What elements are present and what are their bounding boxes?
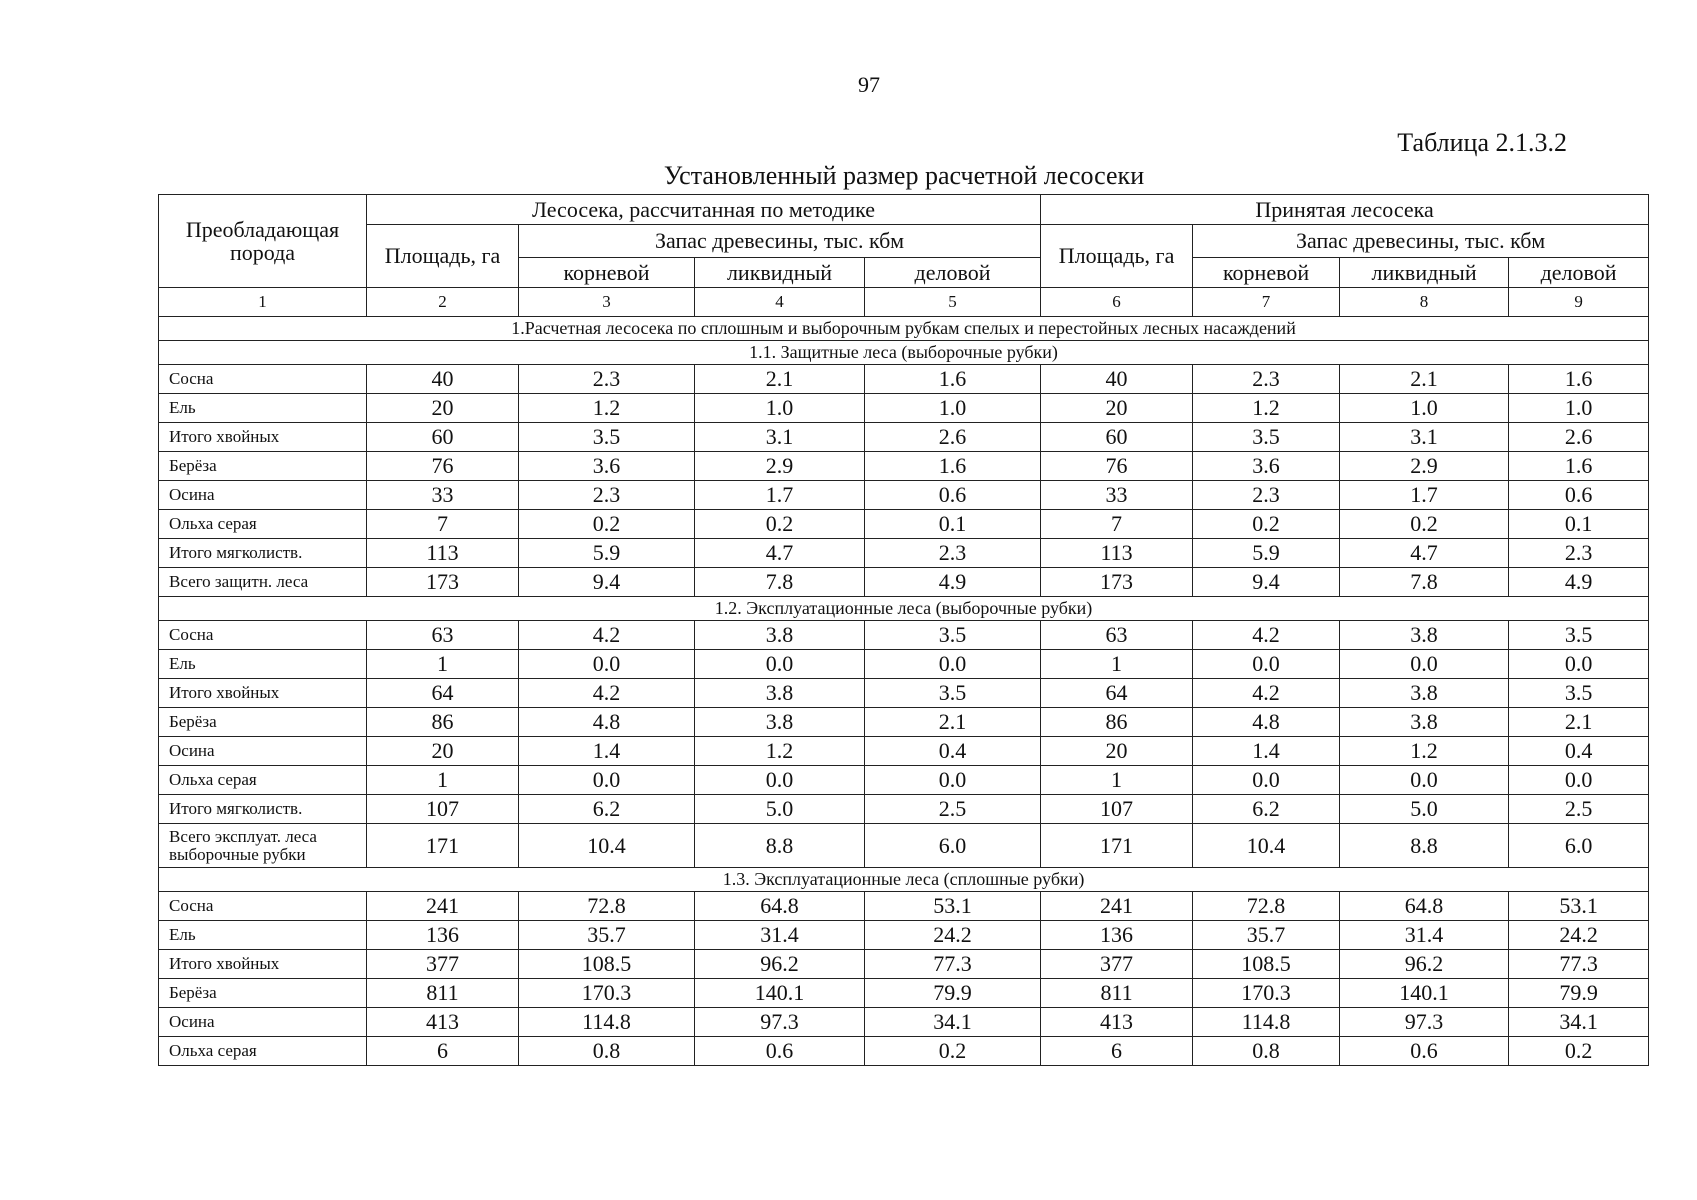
value-cell: 2.5 xyxy=(865,795,1041,824)
table-row xyxy=(159,795,1649,824)
value-cell: 3.5 xyxy=(1509,679,1649,708)
value-cell: 113 xyxy=(1041,539,1193,568)
column-number: 1 xyxy=(159,288,367,317)
value-cell: 40 xyxy=(1041,365,1193,394)
column-number: 2 xyxy=(367,288,519,317)
value-cell: 2.3 xyxy=(1509,539,1649,568)
table-row xyxy=(159,679,1649,708)
value-cell: 0.2 xyxy=(519,510,695,539)
value-cell: 64 xyxy=(1041,679,1193,708)
value-cell: 241 xyxy=(1041,892,1193,921)
value-cell: 0.6 xyxy=(865,481,1041,510)
value-cell: 413 xyxy=(1041,1008,1193,1037)
value-cell: 34.1 xyxy=(1509,1008,1649,1037)
column-number: 5 xyxy=(865,288,1041,317)
value-cell: 0.2 xyxy=(1193,510,1340,539)
species-name: Ель xyxy=(159,921,367,950)
value-cell: 1 xyxy=(367,766,519,795)
column-number: 6 xyxy=(1041,288,1193,317)
value-cell: 3.8 xyxy=(1340,708,1509,737)
value-cell: 1.7 xyxy=(695,481,865,510)
species-name: Осина xyxy=(159,1008,367,1037)
value-cell: 3.5 xyxy=(1193,423,1340,452)
header-group-accepted: Принятая лесосека xyxy=(1041,195,1649,225)
value-cell: 4.2 xyxy=(1193,679,1340,708)
value-cell: 2.5 xyxy=(1509,795,1649,824)
value-cell: 136 xyxy=(367,921,519,950)
species-name: Ольха серая xyxy=(159,1037,367,1066)
value-cell: 34.1 xyxy=(865,1008,1041,1037)
species-name: Сосна xyxy=(159,365,367,394)
value-cell: 24.2 xyxy=(865,921,1041,950)
value-cell: 1.6 xyxy=(1509,452,1649,481)
value-cell: 0.8 xyxy=(519,1037,695,1066)
value-cell: 10.4 xyxy=(1193,824,1340,868)
value-cell: 4.8 xyxy=(1193,708,1340,737)
value-cell: 5.9 xyxy=(1193,539,1340,568)
value-cell: 6 xyxy=(367,1037,519,1066)
value-cell: 53.1 xyxy=(865,892,1041,921)
value-cell: 76 xyxy=(367,452,519,481)
section-title: 1.3. Эксплуатационные леса (сплошные рубки) xyxy=(159,868,1649,892)
value-cell: 0.0 xyxy=(865,650,1041,679)
species-name: Осина xyxy=(159,481,367,510)
value-cell: 108.5 xyxy=(1193,950,1340,979)
value-cell: 114.8 xyxy=(1193,1008,1340,1037)
value-cell: 3.8 xyxy=(1340,679,1509,708)
value-cell: 24.2 xyxy=(1509,921,1649,950)
value-cell: 97.3 xyxy=(695,1008,865,1037)
value-cell: 2.1 xyxy=(695,365,865,394)
value-cell: 136 xyxy=(1041,921,1193,950)
value-cell: 113 xyxy=(367,539,519,568)
value-cell: 0.4 xyxy=(1509,737,1649,766)
column-number: 4 xyxy=(695,288,865,317)
species-name: Ольха серая xyxy=(159,766,367,795)
value-cell: 9.4 xyxy=(519,568,695,597)
value-cell: 6.0 xyxy=(1509,824,1649,868)
value-cell: 60 xyxy=(367,423,519,452)
table-row xyxy=(159,950,1649,979)
value-cell: 33 xyxy=(1041,481,1193,510)
species-name: Итого мягколиств. xyxy=(159,539,367,568)
value-cell: 3.8 xyxy=(695,679,865,708)
table-row xyxy=(159,1037,1649,1066)
value-cell: 6.2 xyxy=(1193,795,1340,824)
value-cell: 79.9 xyxy=(865,979,1041,1008)
value-cell: 6.2 xyxy=(519,795,695,824)
table-row xyxy=(159,452,1649,481)
header-business-accepted: деловой xyxy=(1509,258,1649,288)
value-cell: 10.4 xyxy=(519,824,695,868)
table-row xyxy=(159,365,1649,394)
value-cell: 77.3 xyxy=(865,950,1041,979)
value-cell: 77.3 xyxy=(1509,950,1649,979)
table-row xyxy=(159,824,1649,868)
value-cell: 5.0 xyxy=(695,795,865,824)
value-cell: 1.2 xyxy=(1340,737,1509,766)
value-cell: 0.2 xyxy=(695,510,865,539)
page-number: 97 xyxy=(858,72,880,97)
table-row xyxy=(159,1008,1649,1037)
value-cell: 1.6 xyxy=(865,452,1041,481)
value-cell: 1.2 xyxy=(1193,394,1340,423)
value-cell: 2.1 xyxy=(1509,708,1649,737)
value-cell: 811 xyxy=(1041,979,1193,1008)
value-cell: 4.2 xyxy=(1193,621,1340,650)
value-cell: 20 xyxy=(1041,394,1193,423)
value-cell: 6.0 xyxy=(865,824,1041,868)
value-cell: 3.8 xyxy=(695,621,865,650)
species-name: Итого хвойных xyxy=(159,950,367,979)
table-row xyxy=(159,423,1649,452)
value-cell: 2.3 xyxy=(1193,365,1340,394)
header-root-method: корневой xyxy=(519,258,695,288)
value-cell: 7 xyxy=(367,510,519,539)
value-cell: 811 xyxy=(367,979,519,1008)
table-row xyxy=(159,979,1649,1008)
value-cell: 72.8 xyxy=(1193,892,1340,921)
value-cell: 2.3 xyxy=(519,481,695,510)
value-cell: 33 xyxy=(367,481,519,510)
header-business-method: деловой xyxy=(865,258,1041,288)
value-cell: 31.4 xyxy=(695,921,865,950)
value-cell: 2.6 xyxy=(865,423,1041,452)
column-number: 9 xyxy=(1509,288,1649,317)
value-cell: 0.6 xyxy=(1340,1037,1509,1066)
value-cell: 3.5 xyxy=(519,423,695,452)
value-cell: 1 xyxy=(1041,766,1193,795)
value-cell: 3.8 xyxy=(1340,621,1509,650)
header-group-method: Лесосека, рассчитанная по методике xyxy=(367,195,1041,225)
value-cell: 1.4 xyxy=(1193,737,1340,766)
value-cell: 0.1 xyxy=(1509,510,1649,539)
value-cell: 2.1 xyxy=(1340,365,1509,394)
value-cell: 173 xyxy=(367,568,519,597)
value-cell: 86 xyxy=(1041,708,1193,737)
value-cell: 64.8 xyxy=(695,892,865,921)
value-cell: 4.8 xyxy=(519,708,695,737)
value-cell: 0.0 xyxy=(695,766,865,795)
value-cell: 6 xyxy=(1041,1037,1193,1066)
value-cell: 0.0 xyxy=(519,650,695,679)
main-section-title: 1.Расчетная лесосека по сплошным и выборочным рубкам спелых и перестойных лесных насаждений xyxy=(159,317,1649,341)
value-cell: 3.6 xyxy=(1193,452,1340,481)
value-cell: 107 xyxy=(367,795,519,824)
value-cell: 377 xyxy=(1041,950,1193,979)
table-row xyxy=(159,766,1649,795)
value-cell: 1 xyxy=(367,650,519,679)
section-title: 1.2. Эксплуатационные леса (выборочные рубки) xyxy=(159,597,1649,621)
species-name: Берёза xyxy=(159,452,367,481)
value-cell: 63 xyxy=(1041,621,1193,650)
value-cell: 2.3 xyxy=(865,539,1041,568)
header-liquid-accepted: ликвидный xyxy=(1340,258,1509,288)
species-name: Ель xyxy=(159,394,367,423)
table-row xyxy=(159,510,1649,539)
value-cell: 140.1 xyxy=(1340,979,1509,1008)
value-cell: 2.3 xyxy=(1193,481,1340,510)
cutting-area-table xyxy=(158,194,1649,1066)
value-cell: 7.8 xyxy=(695,568,865,597)
value-cell: 0.0 xyxy=(519,766,695,795)
value-cell: 0.2 xyxy=(1509,1037,1649,1066)
value-cell: 0.0 xyxy=(865,766,1041,795)
value-cell: 4.7 xyxy=(695,539,865,568)
table-reference: Таблица 2.1.3.2 xyxy=(1397,128,1567,157)
value-cell: 108.5 xyxy=(519,950,695,979)
value-cell: 1.0 xyxy=(1340,394,1509,423)
value-cell: 31.4 xyxy=(1340,921,1509,950)
value-cell: 107 xyxy=(1041,795,1193,824)
species-name: Ель xyxy=(159,650,367,679)
value-cell: 86 xyxy=(367,708,519,737)
value-cell: 8.8 xyxy=(695,824,865,868)
value-cell: 0.0 xyxy=(1193,766,1340,795)
column-number: 8 xyxy=(1340,288,1509,317)
value-cell: 3.8 xyxy=(695,708,865,737)
value-cell: 4.2 xyxy=(519,679,695,708)
value-cell: 72.8 xyxy=(519,892,695,921)
species-name: Сосна xyxy=(159,892,367,921)
value-cell: 53.1 xyxy=(1509,892,1649,921)
table-body xyxy=(159,195,1649,1066)
value-cell: 1.4 xyxy=(519,737,695,766)
value-cell: 0.0 xyxy=(1340,766,1509,795)
value-cell: 140.1 xyxy=(695,979,865,1008)
value-cell: 7.8 xyxy=(1340,568,1509,597)
value-cell: 0.0 xyxy=(1509,766,1649,795)
species-name: Итого мягколиств. xyxy=(159,795,367,824)
value-cell: 97.3 xyxy=(1340,1008,1509,1037)
value-cell: 4.9 xyxy=(865,568,1041,597)
value-cell: 0.2 xyxy=(1340,510,1509,539)
table-row xyxy=(159,708,1649,737)
value-cell: 20 xyxy=(367,737,519,766)
value-cell: 79.9 xyxy=(1509,979,1649,1008)
value-cell: 377 xyxy=(367,950,519,979)
value-cell: 114.8 xyxy=(519,1008,695,1037)
value-cell: 413 xyxy=(367,1008,519,1037)
value-cell: 171 xyxy=(367,824,519,868)
value-cell: 170.3 xyxy=(519,979,695,1008)
value-cell: 96.2 xyxy=(695,950,865,979)
value-cell: 5.9 xyxy=(519,539,695,568)
species-name: Сосна xyxy=(159,621,367,650)
value-cell: 20 xyxy=(367,394,519,423)
header-stock-accepted: Запас древесины, тыс. кбм xyxy=(1193,225,1649,258)
value-cell: 0.1 xyxy=(865,510,1041,539)
column-number: 3 xyxy=(519,288,695,317)
value-cell: 4.9 xyxy=(1509,568,1649,597)
header-root-accepted: корневой xyxy=(1193,258,1340,288)
value-cell: 1.6 xyxy=(865,365,1041,394)
table-row xyxy=(159,650,1649,679)
value-cell: 0.6 xyxy=(1509,481,1649,510)
table-row xyxy=(159,481,1649,510)
species-name: Итого хвойных xyxy=(159,679,367,708)
value-cell: 0.0 xyxy=(1340,650,1509,679)
value-cell: 64 xyxy=(367,679,519,708)
value-cell: 63 xyxy=(367,621,519,650)
species-name: Осина xyxy=(159,737,367,766)
value-cell: 35.7 xyxy=(1193,921,1340,950)
species-name: Всего эксплуат. леса выборочные рубки xyxy=(159,824,367,868)
value-cell: 7 xyxy=(1041,510,1193,539)
value-cell: 64.8 xyxy=(1340,892,1509,921)
table-row xyxy=(159,539,1649,568)
value-cell: 35.7 xyxy=(519,921,695,950)
value-cell: 171 xyxy=(1041,824,1193,868)
value-cell: 0.0 xyxy=(695,650,865,679)
value-cell: 3.6 xyxy=(519,452,695,481)
species-name: Берёза xyxy=(159,708,367,737)
value-cell: 2.9 xyxy=(1340,452,1509,481)
value-cell: 60 xyxy=(1041,423,1193,452)
value-cell: 1.0 xyxy=(865,394,1041,423)
value-cell: 76 xyxy=(1041,452,1193,481)
value-cell: 0.2 xyxy=(865,1037,1041,1066)
value-cell: 2.3 xyxy=(519,365,695,394)
value-cell: 0.0 xyxy=(1193,650,1340,679)
species-name: Итого хвойных xyxy=(159,423,367,452)
value-cell: 9.4 xyxy=(1193,568,1340,597)
value-cell: 1 xyxy=(1041,650,1193,679)
value-cell: 173 xyxy=(1041,568,1193,597)
value-cell: 1.0 xyxy=(695,394,865,423)
value-cell: 4.2 xyxy=(519,621,695,650)
value-cell: 0.4 xyxy=(865,737,1041,766)
value-cell: 1.6 xyxy=(1509,365,1649,394)
value-cell: 40 xyxy=(367,365,519,394)
value-cell: 2.6 xyxy=(1509,423,1649,452)
value-cell: 1.0 xyxy=(1509,394,1649,423)
value-cell: 3.5 xyxy=(1509,621,1649,650)
value-cell: 2.9 xyxy=(695,452,865,481)
value-cell: 2.1 xyxy=(865,708,1041,737)
value-cell: 0.6 xyxy=(695,1037,865,1066)
value-cell: 20 xyxy=(1041,737,1193,766)
header-species: Преобладающая порода xyxy=(159,195,367,288)
table-title: Установленный размер расчетной лесосеки xyxy=(663,161,1145,190)
value-cell: 8.8 xyxy=(1340,824,1509,868)
species-name: Берёза xyxy=(159,979,367,1008)
value-cell: 3.1 xyxy=(1340,423,1509,452)
table-row xyxy=(159,621,1649,650)
header-stock-method: Запас древесины, тыс. кбм xyxy=(519,225,1041,258)
value-cell: 0.0 xyxy=(1509,650,1649,679)
header-area-method: Площадь, га xyxy=(367,225,519,288)
section-title: 1.1. Защитные леса (выборочные рубки) xyxy=(159,341,1649,365)
value-cell: 96.2 xyxy=(1340,950,1509,979)
table-row xyxy=(159,921,1649,950)
value-cell: 241 xyxy=(367,892,519,921)
table-row xyxy=(159,394,1649,423)
header-liquid-method: ликвидный xyxy=(695,258,865,288)
table-row xyxy=(159,737,1649,766)
value-cell: 1.2 xyxy=(695,737,865,766)
value-cell: 1.7 xyxy=(1340,481,1509,510)
value-cell: 3.1 xyxy=(695,423,865,452)
value-cell: 3.5 xyxy=(865,621,1041,650)
table-row xyxy=(159,568,1649,597)
species-name: Ольха серая xyxy=(159,510,367,539)
species-name: Всего защитн. леса xyxy=(159,568,367,597)
value-cell: 3.5 xyxy=(865,679,1041,708)
value-cell: 170.3 xyxy=(1193,979,1340,1008)
value-cell: 4.7 xyxy=(1340,539,1509,568)
table-row xyxy=(159,892,1649,921)
value-cell: 1.2 xyxy=(519,394,695,423)
value-cell: 0.8 xyxy=(1193,1037,1340,1066)
value-cell: 5.0 xyxy=(1340,795,1509,824)
header-area-accepted: Площадь, га xyxy=(1041,225,1193,288)
column-number: 7 xyxy=(1193,288,1340,317)
